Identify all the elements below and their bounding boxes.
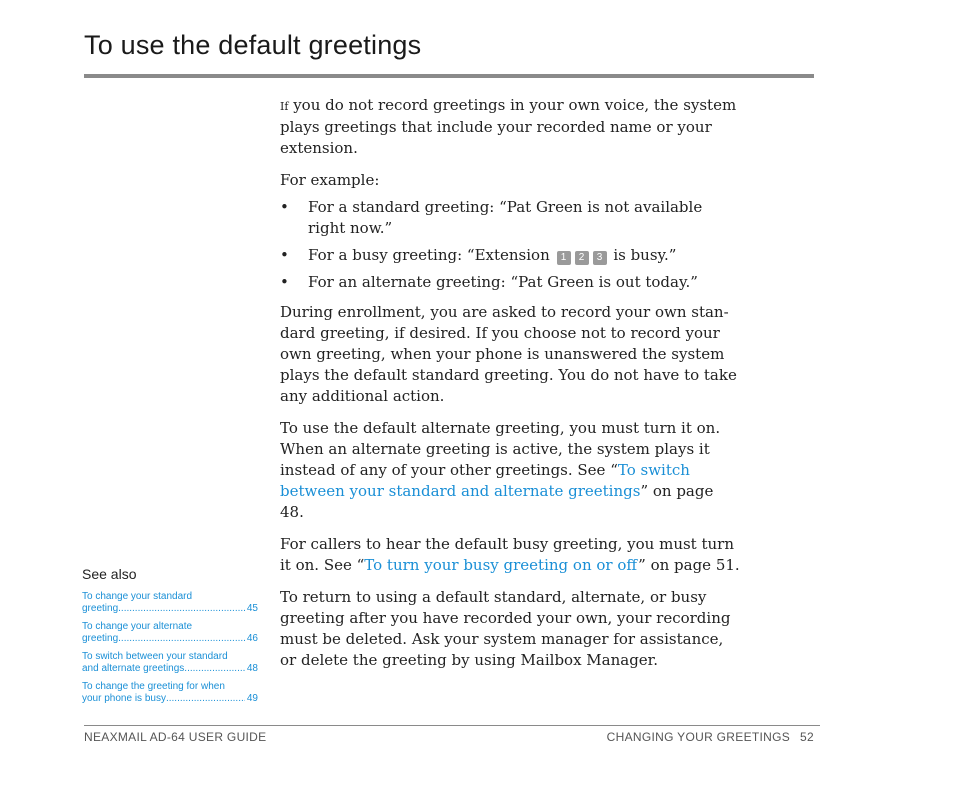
busy-text-post: ” on page 51.: [638, 556, 740, 574]
page-number: 52: [800, 730, 814, 744]
leader-dots: [118, 633, 245, 645]
busy-text-pre: For callers to hear the default busy greeting, you must turn it on. See “: [280, 535, 734, 574]
example-list: [280, 197, 740, 293]
see-also-line2-text: and alternate greetings: [82, 663, 185, 674]
intro-text: you do not record greetings in your own voice, the system plays greetings that include your recorded name or your extension.: [280, 96, 737, 157]
see-also-page: 45: [246, 603, 258, 614]
see-also-page: 46: [246, 633, 258, 644]
see-also-link-alternate[interactable]: [82, 621, 258, 645]
see-also-heading: See also: [82, 566, 137, 582]
enrollment-paragraph: During enrollment, you are asked to record your own stan-dard greeting, if desired. If you choose not to record your own greeting, when your phone is unanswered the system plays the default standard greeting. You do not have to take any additional action.: [280, 303, 737, 405]
see-also-line2: [82, 693, 258, 705]
footer-section: [607, 730, 814, 744]
page-title: To use the default greetings: [84, 30, 422, 60]
list-item: [280, 245, 740, 266]
for-example-label: For example:: [280, 171, 380, 189]
see-also-link-standard[interactable]: [82, 591, 258, 615]
footer-divider: [84, 725, 820, 726]
see-also-sidebar: [82, 566, 258, 711]
see-also-line2-text: your phone is busy: [82, 693, 166, 704]
main-content: [280, 95, 740, 682]
alternate-example: For an alternate greeting: “Pat Green is out today.”: [308, 273, 698, 291]
see-also-line2: [82, 663, 258, 675]
see-also-line1: To change your alternate: [82, 621, 193, 632]
see-also-link-busy[interactable]: [82, 681, 258, 705]
list-item: [280, 272, 740, 293]
see-also-link-switch[interactable]: [82, 651, 258, 675]
busy-example-pre: For a busy greeting: “Extension: [308, 246, 550, 264]
alternate-paragraph: [280, 418, 740, 523]
title-divider: [84, 74, 814, 78]
busy-example-post: is busy.”: [613, 246, 677, 264]
see-also-line1: To change your standard: [82, 591, 193, 602]
bullet-glyph: •: [280, 246, 289, 264]
footer-section-name: CHANGING YOUR GREETINGS: [606, 730, 791, 744]
see-also-line1: To switch between your standard: [82, 651, 228, 662]
key-1-icon: 1: [557, 251, 571, 265]
alternate-text-post: ” on page 48.: [280, 482, 714, 521]
return-paragraph: To return to using a default standard, alternate, or busy greeting after you have recorded your own, your recording must be deleted. Ask your system manager for assistance, or delete the greeting by using Mailbox Manager.: [280, 588, 731, 669]
see-also-line2-text: greeting: [82, 633, 119, 644]
busy-greeting-link[interactable]: To turn your busy greeting on or off: [364, 556, 639, 574]
busy-paragraph: [280, 534, 740, 576]
intro-initial: If: [280, 100, 289, 113]
leader-dots: [184, 663, 245, 675]
see-also-line1: To change the greeting for when: [82, 681, 225, 692]
list-item: [280, 197, 740, 239]
footer-guide-title: NEAXMAIL AD-64 USER GUIDE: [84, 730, 267, 744]
key-2-icon: 2: [575, 251, 589, 265]
bullet-glyph: •: [280, 273, 289, 291]
alternate-text-pre: To use the default alternate greeting, you must turn it on. When an alternate greeting is active, the system plays it instead of any of your other greetings. See “: [280, 419, 721, 479]
see-also-line2: [82, 633, 258, 645]
standard-example: For a standard greeting: “Pat Green is not available right now.”: [308, 198, 703, 237]
intro-paragraph: [280, 95, 740, 159]
see-also-line2-text: greeting: [82, 603, 119, 614]
see-also-page: 49: [246, 693, 258, 704]
see-also-line2: [82, 603, 258, 615]
switch-greetings-link[interactable]: To switch between your standard and alternate greetings: [280, 461, 690, 500]
see-also-page: 48: [246, 663, 258, 674]
leader-dots: [166, 693, 245, 705]
leader-dots: [118, 603, 245, 615]
key-3-icon: 3: [593, 251, 607, 265]
bullet-glyph: •: [280, 198, 289, 216]
